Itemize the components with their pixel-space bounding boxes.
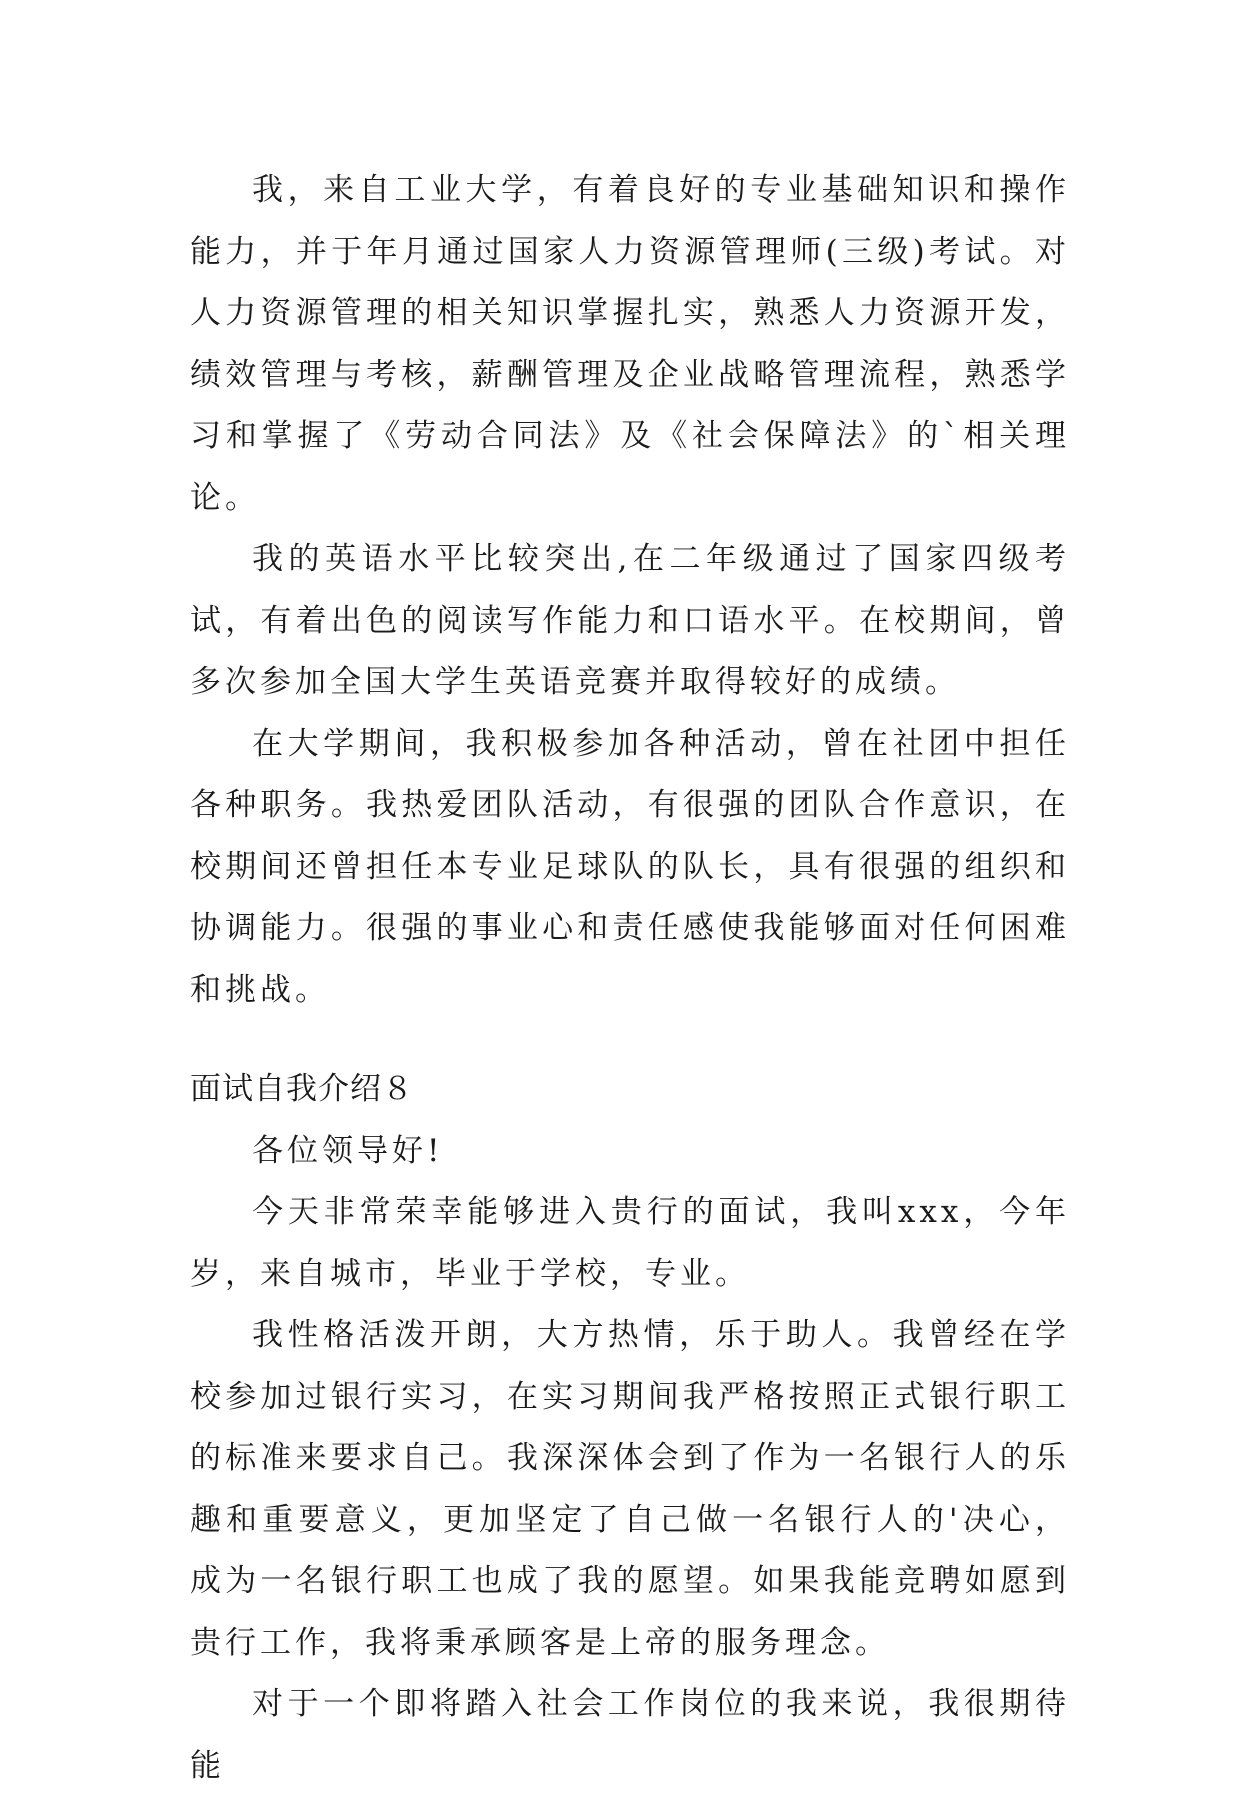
- paragraph-activities: 在大学期间，我积极参加各种活动，曾在社团中担任各种职务。我热爱团队活动，有很强的团队合作意识，在校期间还曾担任本专业足球队的队长，具有很强的组织和协调能力。很强的事业心和责任感使我能够面对任何困难和挑战。: [190, 725, 1070, 1008]
- paragraph-closing: 对于一个即将踏入社会工作岗位的我来说，我很期待能: [190, 1686, 1070, 1784]
- paragraph-self-intro: 今天非常荣幸能够进入贵行的面试，我叫xxx，今年岁，来自城市，毕业于学校，专业。: [190, 1194, 1070, 1292]
- paragraph-greeting: 各位领导好!: [252, 1132, 444, 1169]
- section-heading: 面试自我介绍８: [190, 1071, 414, 1107]
- document-body: [190, 160, 1070, 1797]
- paragraph-english: 我的英语水平比较突出,在二年级通过了国家四级考试，有着出色的阅读写作能力和口语水平。在校期间，曾多次参加全国大学生英语竞赛并取得较好的成绩。: [190, 541, 1070, 700]
- paragraph-personality: 我性格活泼开朗，大方热情，乐于助人。我曾经在学校参加过银行实习，在实习期间我严格按照正式银行职工的标准来要求自己。我深深体会到了作为一名银行人的乐趣和重要意义，更加坚定了自己做一名银行人的'决心，成为一名银行职工也成了我的愿望。如果我能竞聘如愿到贵行工作，我将秉承顾客是上帝的服务理念。: [190, 1317, 1070, 1661]
- paragraph-intro: 我，来自工业大学，有着良好的专业基础知识和操作能力，并于年月通过国家人力资源管理师(三级)考试。对人力资源管理的相关知识掌握扎实，熟悉人力资源开发，绩效管理与考核，薪酬管理及企业战略管理流程，熟悉学习和掌握了《劳动合同法》及《社会保障法》的`相关理论。: [190, 172, 1070, 516]
